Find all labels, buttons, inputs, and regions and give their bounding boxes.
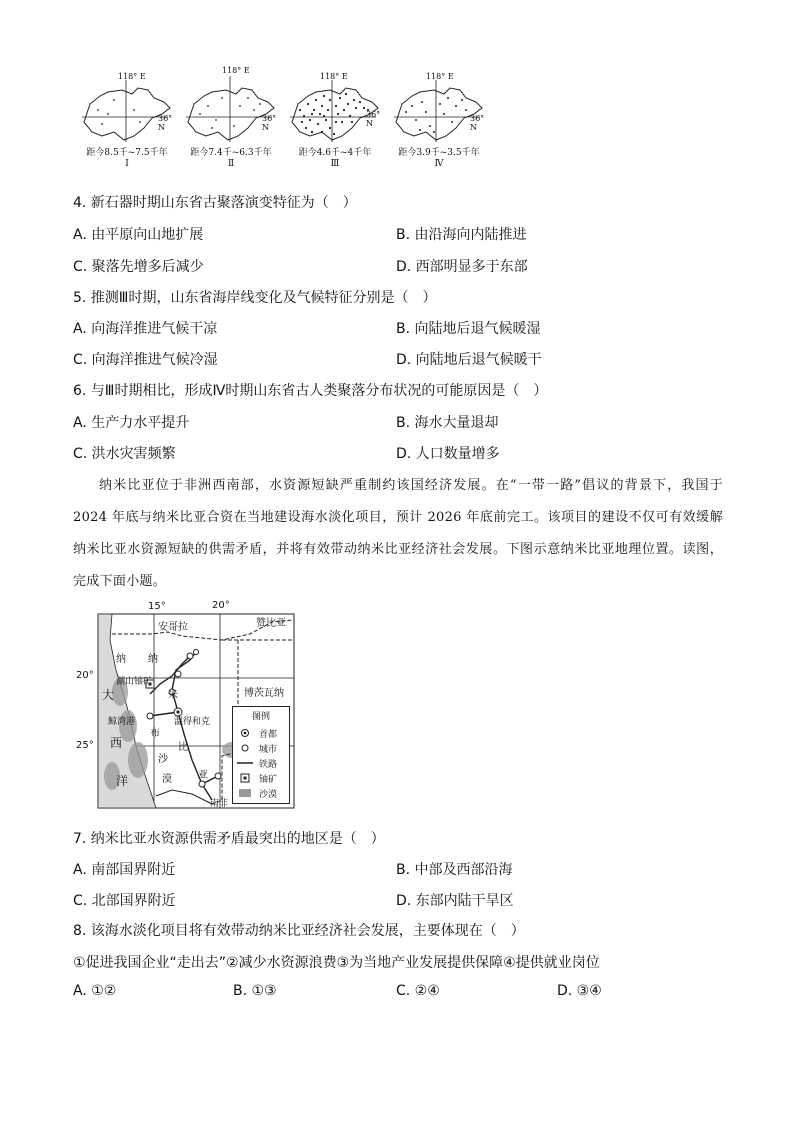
windhoek-label: 温得和克 (174, 717, 211, 727)
shandong-map-4 (390, 70, 488, 170)
lat-20-label: 20° (76, 670, 94, 681)
map-caption (182, 148, 280, 170)
latitude-label: 36° N (262, 114, 277, 132)
latitude-label: 36° N (470, 114, 485, 132)
q4-option-b[interactable]: B. 由沿海向内陆推进 (396, 227, 527, 243)
q7-option-a[interactable]: A. 南部国界附近 (73, 862, 176, 878)
shandong-outline-4 (390, 70, 488, 148)
map-caption (286, 148, 384, 170)
q6-option-a[interactable]: A. 生产力水平提升 (73, 415, 190, 431)
legend-desert: 沙漠 (259, 790, 278, 800)
q4-stem: 4. 新石器时期山东省古聚落演变特征为（ ） (73, 195, 357, 211)
ocean-char-1: 大 (102, 688, 115, 702)
q7-option-c[interactable]: C. 北部国界附近 (73, 893, 176, 909)
longitude-label: 118° E (320, 72, 348, 81)
q6-option-c[interactable]: C. 洪水灾害频繁 (73, 446, 176, 462)
shandong-outline-1 (78, 70, 176, 148)
shandong-map-2 (182, 66, 280, 170)
desert-char-2: 沙 (158, 754, 168, 765)
uranium-mine-label: 湖山铀矿 (116, 677, 153, 687)
q4-option-c[interactable]: C. 聚落先增多后减少 (73, 259, 204, 275)
shandong-map-3 (286, 70, 384, 170)
q6-stem: 6. 与Ⅲ时期相比，形成Ⅳ时期山东省古人类聚落分布状况的可能原因是（ ） (73, 383, 548, 399)
q8-option-c[interactable]: C. ②④ (396, 983, 440, 999)
map-caption (390, 148, 488, 170)
map-caption (78, 148, 176, 170)
q7-option-d[interactable]: D. 东部内陆干旱区 (396, 893, 514, 909)
q8-items: ①促进我国企业“走出去”②减少水资源浪费③为当地产业发展提供保障④提供就业岗位 (73, 955, 600, 971)
q6-option-d[interactable]: D. 人口数量增多 (396, 446, 500, 462)
legend-city: 城市 (259, 745, 278, 755)
country-char-4: 比 (178, 742, 188, 753)
q7-stem: 7. 纳米比亚水资源供需矛盾最突出的地区是（ ） (73, 831, 385, 847)
q5-option-d[interactable]: D. 向陆地后退气候暖干 (396, 352, 542, 368)
q8-option-a[interactable]: A. ①② (73, 983, 117, 999)
period-label: 距今3.9千~3.5千年 (398, 148, 480, 158)
country-char-2: 纳 (148, 654, 158, 665)
q5-option-a[interactable]: A. 向海洋推进气候干凉 (73, 321, 218, 337)
period-label: 距今4.6千~4千年 (298, 148, 372, 158)
latitude-label: 36° N (366, 110, 381, 128)
south-africa-label: 南非 (210, 799, 229, 809)
q8-option-d[interactable]: D. ③④ (557, 983, 602, 999)
period-label: 距今8.5千~7.5千年 (86, 148, 168, 158)
country-char-5: 亚 (198, 770, 208, 781)
namibia-passage: 纳米比亚位于非洲西南部，水资源短缺严重制约该国经济发展。在“一带一路”倡议的背景下，我国于 2024 年底与纳米比亚合资在当地建设海水淡化项目，预计 2026 年底前完工。该项目的建设不仅可有效缓解纳米比亚水资源短缺的供需矛盾，并将有效带动纳米比亚经济社会发展。下图示意纳米比亚地理位置。读图，完成下面小题。 (73, 478, 723, 589)
ocean-char-3: 洋 (116, 774, 129, 788)
lat-25-label: 25° (76, 740, 94, 751)
period-label: 距今7.4千~6.3千年 (190, 148, 272, 158)
desert-char-3: 漠 (162, 774, 172, 785)
lon-20-label: 20° (212, 600, 230, 611)
latitude-label: 36° N (158, 114, 173, 132)
country-char-1: 纳 (116, 654, 126, 665)
longitude-label: 118° E (118, 72, 146, 81)
q4-option-a[interactable]: A. 由平原向山地扩展 (73, 227, 204, 243)
shandong-map-1 (78, 70, 176, 170)
walvis-bay-label: 鲸湾港 (108, 717, 136, 727)
roman-label: Ⅲ (330, 159, 340, 169)
roman-label: Ⅰ (125, 159, 129, 169)
q5-option-c[interactable]: C. 向海洋推进气候冷湿 (73, 352, 218, 368)
legend-uranium: 铀矿 (259, 775, 278, 785)
roman-label: Ⅳ (434, 159, 444, 169)
shandong-maps-row (78, 66, 488, 170)
map-legend (232, 706, 290, 804)
shandong-outline-3 (286, 70, 384, 148)
q8-option-b[interactable]: B. ①③ (233, 983, 277, 999)
shandong-outline-2 (182, 70, 280, 148)
longitude-label: 118° E (426, 72, 454, 81)
desert-char-1: 布 (150, 728, 160, 739)
namibia-map (72, 600, 302, 810)
q6-option-b[interactable]: B. 海水大量退却 (396, 415, 499, 431)
q5-option-b[interactable]: B. 向陆地后退气候暖湿 (396, 321, 541, 337)
legend-capital: 首都 (259, 730, 278, 740)
q8-stem: 8. 该海水淡化项目将有效带动纳米比亚经济社会发展，主要体现在（ ） (73, 923, 525, 939)
roman-label: Ⅱ (227, 159, 235, 169)
zambia-label: 赞比亚 (256, 618, 286, 629)
longitude-label: 118° E (222, 66, 250, 75)
ocean-char-2: 西 (110, 736, 123, 750)
botswana-label: 博茨瓦纳 (244, 688, 284, 699)
q5-stem: 5. 推测Ⅲ时期，山东省海岸线变化及气候特征分别是（ ） (73, 290, 437, 306)
legend-title: 图例 (251, 712, 270, 722)
country-char-3: 米 (168, 690, 178, 701)
q7-option-b[interactable]: B. 中部及西部沿海 (396, 862, 513, 878)
lon-15-label: 15° (148, 601, 166, 612)
q4-option-d[interactable]: D. 西部明显多于东部 (396, 259, 528, 275)
legend-railway: 铁路 (259, 760, 278, 770)
angola-label: 安哥拉 (158, 622, 188, 633)
